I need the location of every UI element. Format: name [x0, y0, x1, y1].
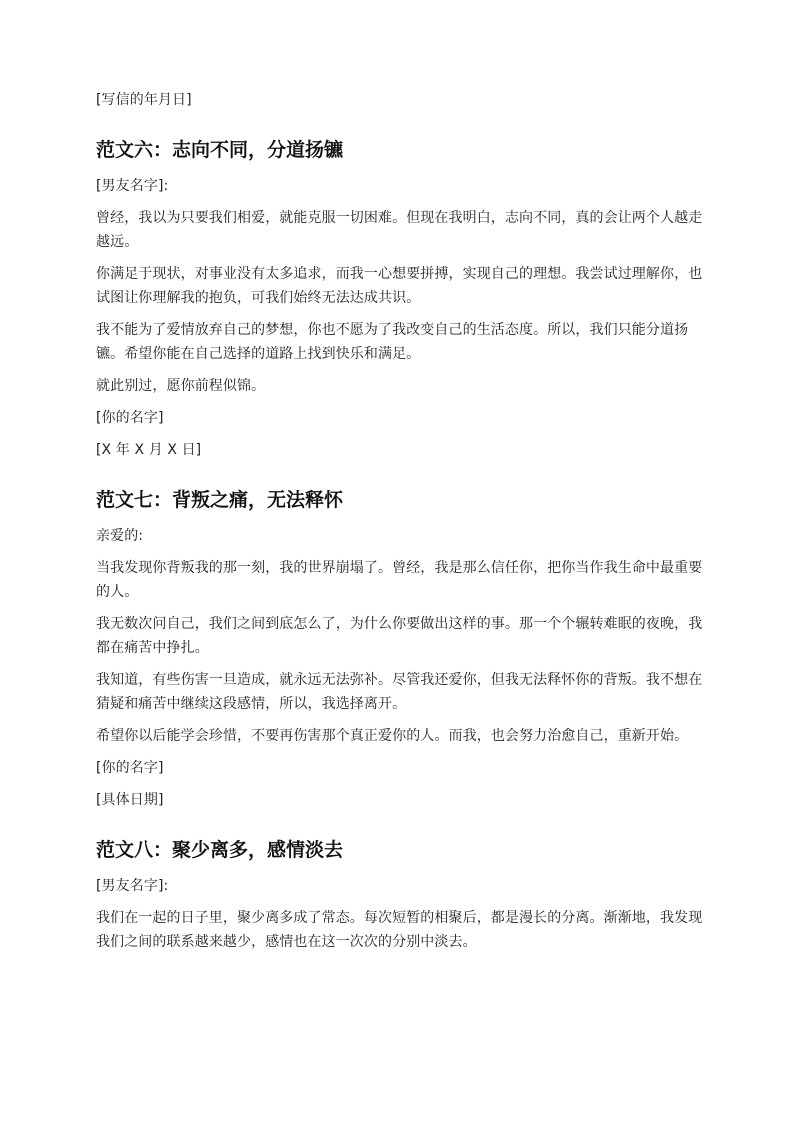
body-paragraph: 我不能为了爱情放弃自己的梦想，你也不愿为了我改变自己的生活态度。所以，我们只能分道扬镳。希望你能在自己选择的道路上找到快乐和满足。 [96, 322, 689, 362]
section-6 [96, 136, 706, 462]
date-placeholder: [X 年 X 月 X 日] [96, 442, 202, 458]
body-paragraph: 我知道，有些伤害一旦造成，就永远无法弥补。尽管我还爱你，但我无法释怀你的背叛。我不想在猜疑和痛苦中继续这段感情，所以，我选择离开。 [96, 672, 703, 712]
letter-date-line: [写信的年月日] [96, 92, 192, 108]
body-paragraph: 你满足于现状，对事业没有太多追求，而我一心想要拼搏，实现自己的理想。我尝试过理解你，也试图让你理解我的抱负，可我们始终无法达成共识。 [96, 266, 703, 306]
section-7 [96, 486, 706, 812]
document-page [96, 88, 706, 962]
salutation: 亲爱的: [96, 528, 144, 544]
section-heading: 范文八：聚少离多，感情淡去 [96, 839, 344, 861]
salutation: [男友名字]: [96, 178, 169, 194]
closing-line: 就此别过，愿你前程似锦。 [96, 378, 266, 394]
body-paragraph: 我无数次问自己，我们之间到底怎么了，为什么你要做出这样的事。那一个个辗转难眠的夜晚，我都在痛苦中挣扎。 [96, 616, 703, 656]
body-paragraph: 我们在一起的日子里，聚少离多成了常态。每次短暂的相聚后，都是漫长的分离。渐渐地，我发现我们之间的联系越来越少，感情也在这一次次的分别中淡去。 [96, 910, 703, 950]
section-heading: 范文七：背叛之痛，无法释怀 [96, 489, 344, 511]
body-paragraph: 当我发现你背叛我的那一刻，我的世界崩塌了。曾经，我是那么信任你，把你当作我生命中最重要的人。 [96, 560, 703, 600]
body-paragraph: 希望你以后能学会珍惜，不要再伤害那个真正爱你的人。而我，也会努力治愈自己，重新开始。 [96, 728, 689, 744]
salutation: [男友名字]: [96, 878, 169, 894]
section-heading: 范文六：志向不同，分道扬镳 [96, 139, 344, 161]
date-placeholder: [具体日期] [96, 792, 164, 808]
signature-placeholder: [你的名字] [96, 760, 164, 776]
body-paragraph: 曾经，我以为只要我们相爱，就能克服一切困难。但现在我明白，志向不同，真的会让两个人越走越远。 [96, 210, 703, 250]
signature-placeholder: [你的名字] [96, 410, 164, 426]
section-8 [96, 836, 706, 954]
